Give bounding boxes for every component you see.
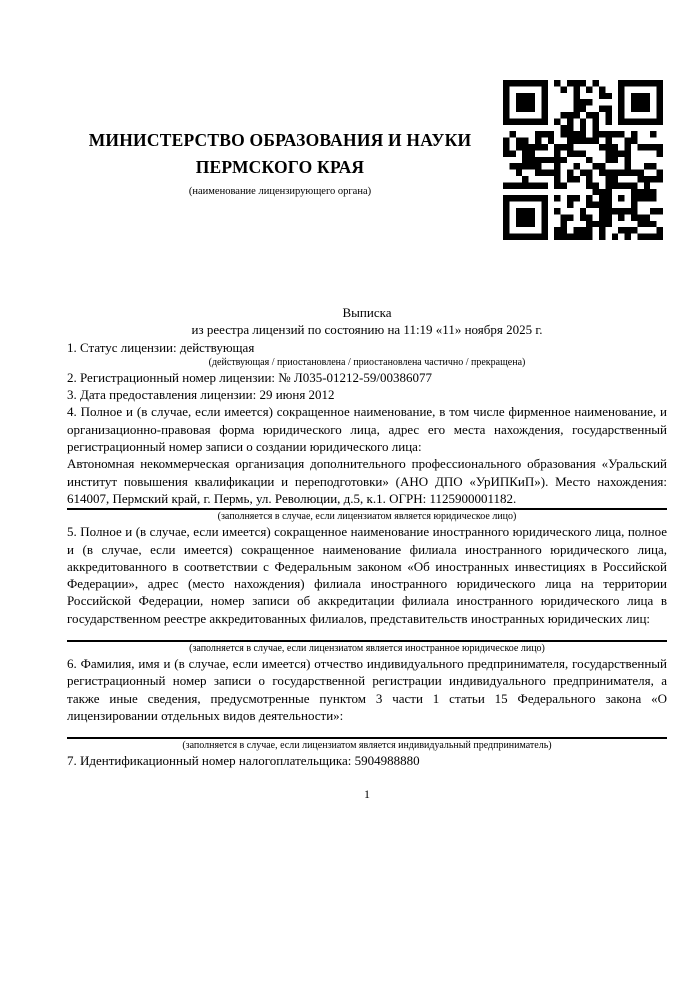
qr-code-icon — [503, 80, 663, 240]
document-title-line2: из реестра лицензий по состоянию на 11:19 «11» ноября 2025 г. — [191, 322, 543, 338]
item-1-status-options-caption: (действующая / приостановлена / приостановлена частично / прекращена) — [208, 356, 526, 368]
item-4-legal-entity-question: 4. Полное и (в случае, если имеется) сокращенное наименование, в том числе фирменное наименование, и организационно-правовая форма юридического лица, адрес его места нахождения, государственный регистрационный номер записи о создании юридического лица: — [67, 404, 667, 455]
licensing-authority-caption: (наименование лицензирующего органа) — [188, 186, 372, 197]
document-title — [67, 304, 667, 339]
item-7-taxpayer-id: 7. Идентификационный номер налогоплательщика: 5904988880 — [67, 753, 420, 769]
item-3-license-grant-date: 3. Дата предоставления лицензии: 29 июня 2012 — [67, 387, 335, 403]
item-5-fill-caption: (заполняется в случае, если лицензиатом является иностранное юридическое лицо) — [189, 643, 545, 655]
page-number: 1 — [364, 786, 370, 801]
item-5-foreign-entity-question: 5. Полное и (в случае, если имеется) сокращенное наименование иностранного юридического лица, полное и (в случае, если имеется) сокращенное наименование филиала иностранного юридического лица, аккредитованного в соответствии с Федеральным законом «Об иностранных инвестициях в Российской Федерации», адрес (место нахождения) филиала иностранного юридического лица на территории Российской Федерации, номер записи об аккредитации филиала иностранного юридического лица в государственном реестре аккредитованных филиалов, представительств иностранных юридических лиц: — [67, 524, 667, 626]
document-header — [0, 0, 700, 240]
document-body — [67, 304, 667, 803]
ministry-name-line2: ПЕРМСКОГО КРАЯ — [195, 157, 365, 177]
item-6-entrepreneur-question: 6. Фамилия, имя и (в случае, если имеется) отчество индивидуального предпринимателя, государственный регистрационный номер записи о государственной регистрации индивидуального предпринимателя, а также иные сведения, предусмотренные пунктом 3 части 1 статьи 15 Федерального закона «О лицензировании отдельных видов деятельности»: — [67, 656, 667, 723]
ministry-name-line1: МИНИСТЕРСТВО ОБРАЗОВАНИЯ И НАУКИ — [88, 130, 472, 150]
ministry-title-block — [40, 127, 520, 198]
document-title-line1: Выписка — [342, 305, 392, 320]
item-6-fill-caption: (заполняется в случае, если лицензиатом является индивидуальный предприниматель) — [182, 740, 552, 752]
item-4-legal-entity-value: Автономная некоммерческая организация дополнительного профессионального образования «Уральский институт повышения квалификации и переподготовки» (АНО ДПО «УрИПКиП»). Место нахождения: 614007, Пермский край, г. Пермь, ул. Революции, д.5, к.1. ОГРН: 1125900001182. — [67, 456, 667, 506]
item-2-registration-number: 2. Регистрационный номер лицензии: № Л035-01212-59/00386077 — [67, 369, 433, 385]
item-1-license-status: 1. Статус лицензии: действующая — [67, 339, 255, 355]
item-4-fill-caption: (заполняется в случае, если лицензиатом является юридическое лицо) — [217, 511, 517, 523]
